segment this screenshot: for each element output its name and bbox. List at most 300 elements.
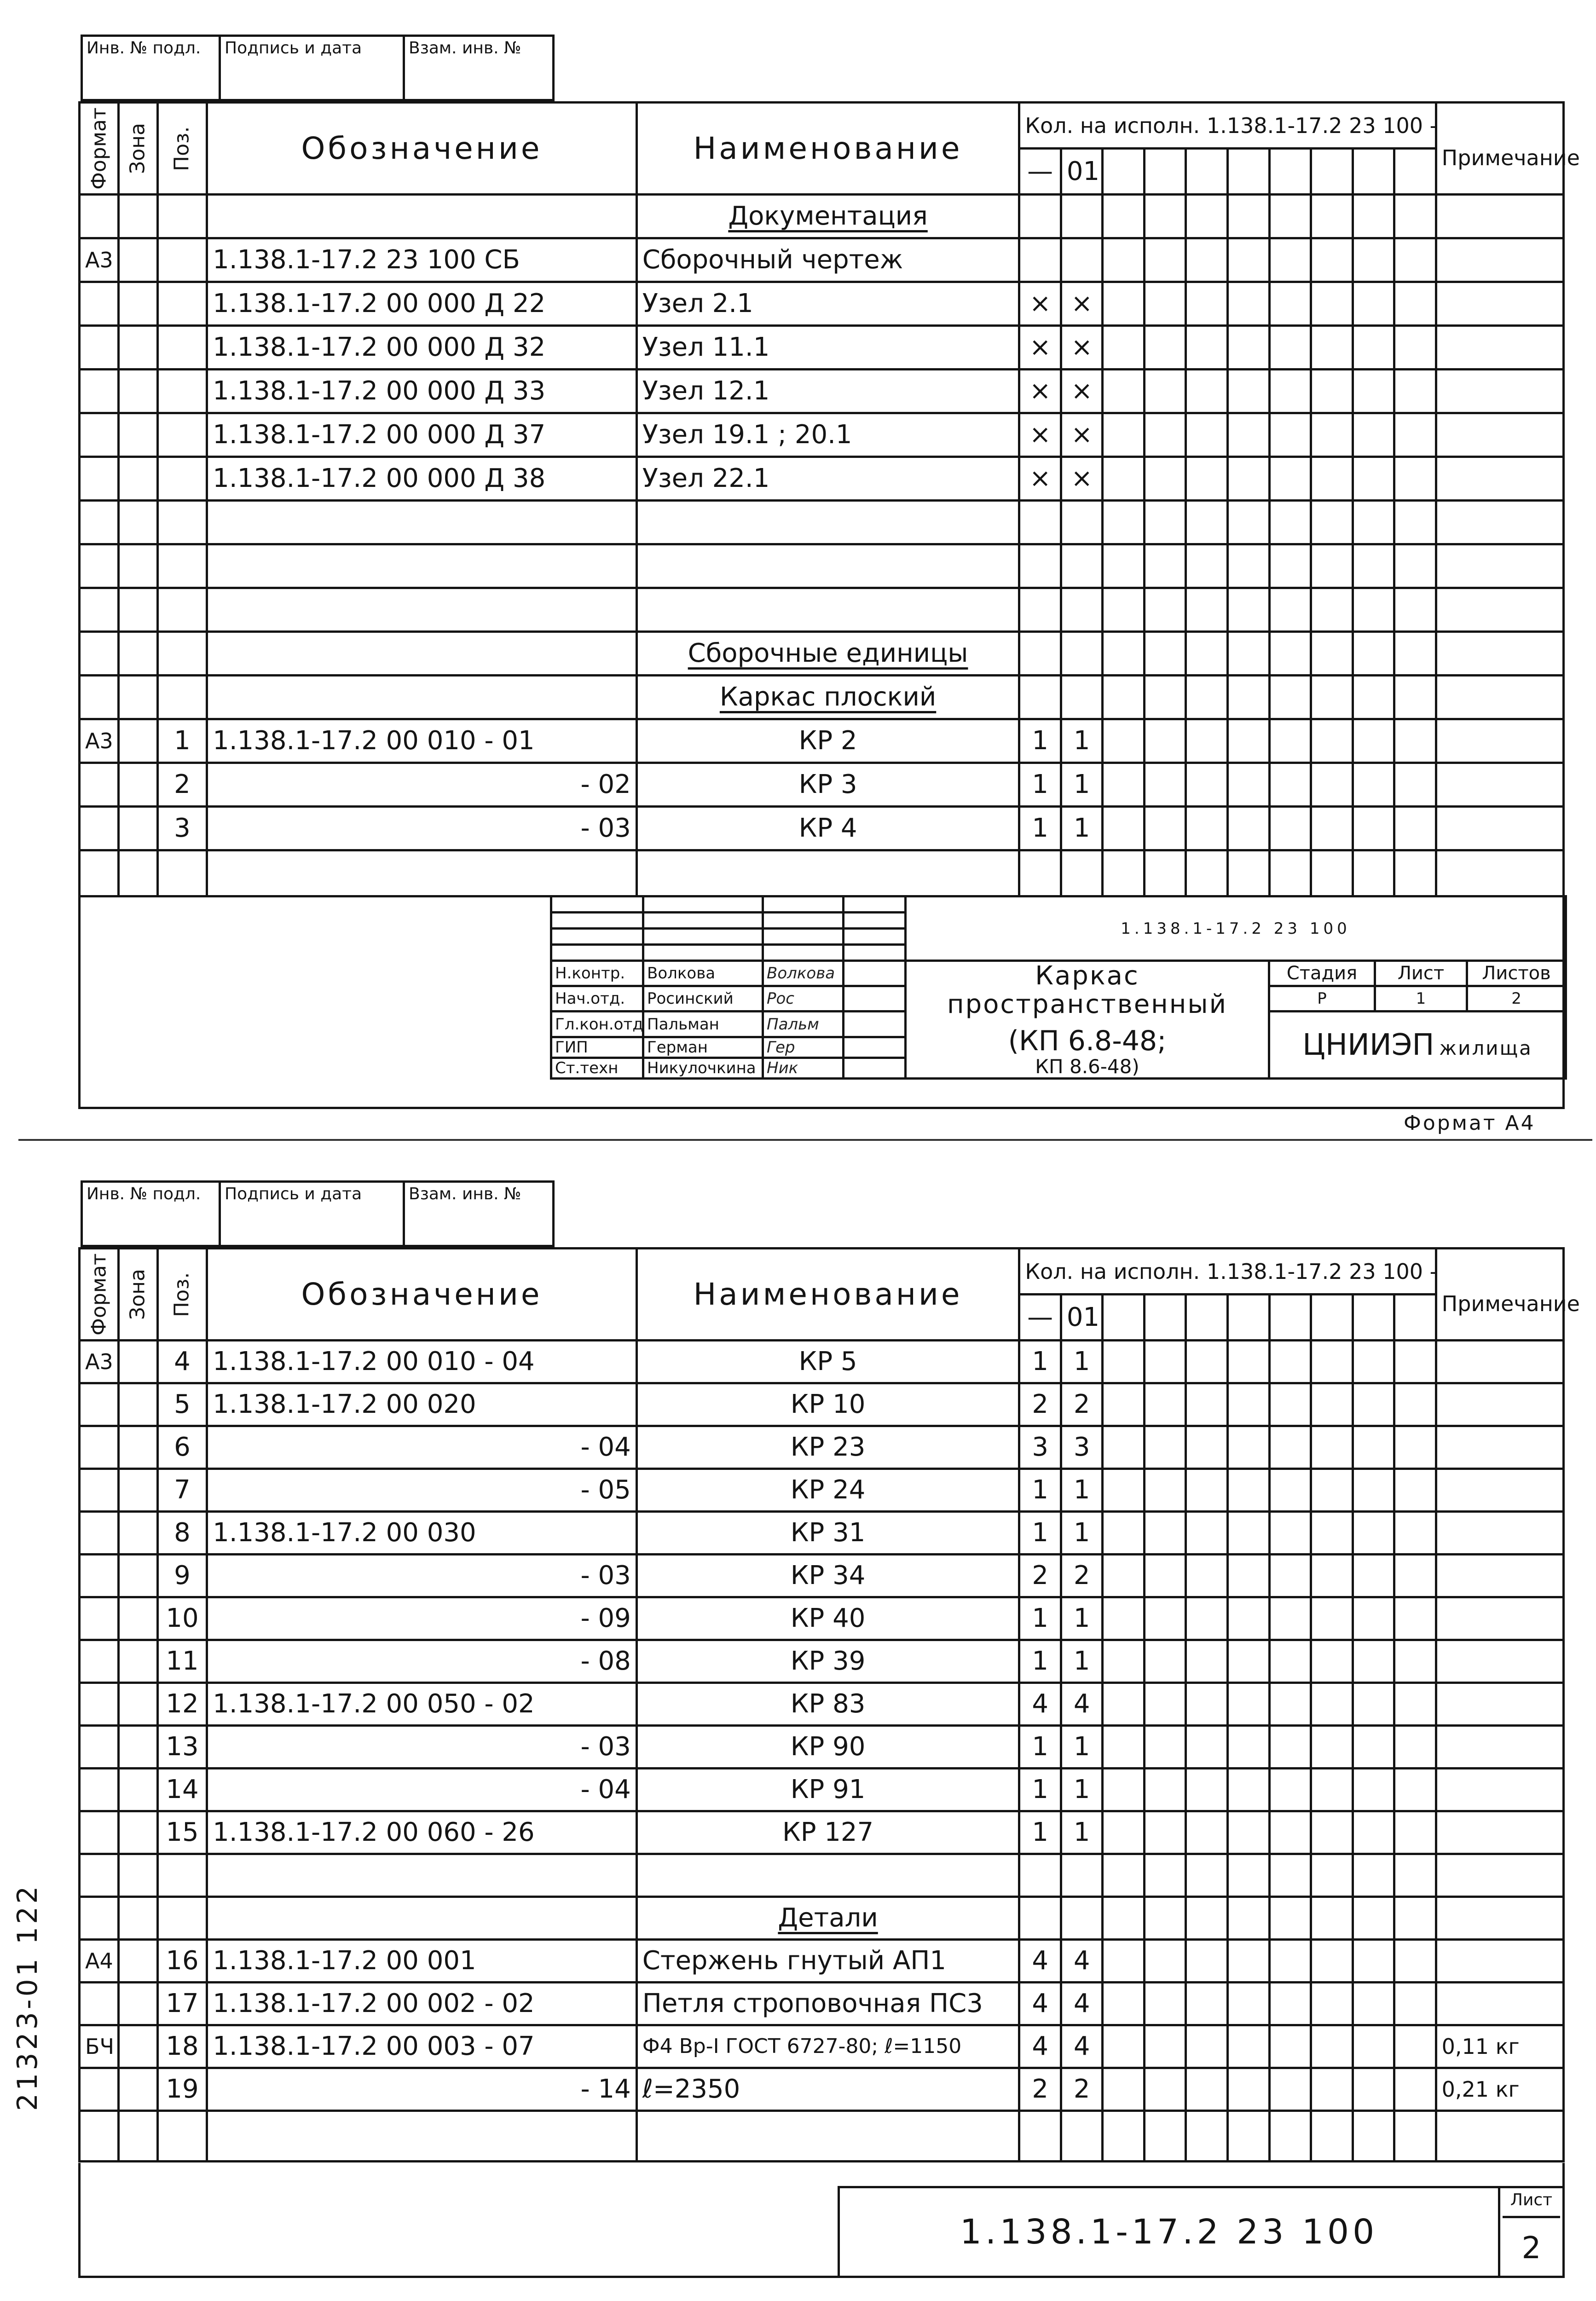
cell-zone <box>118 282 157 326</box>
cell-qty-dash: 1 <box>1019 1769 1061 1811</box>
cell-note <box>1436 1683 1563 1726</box>
cell-format <box>80 413 119 457</box>
cell-zone <box>118 1940 157 1983</box>
cell-zone <box>118 370 157 413</box>
role-row <box>551 961 1566 986</box>
hdr2-qty-01: 01 <box>1061 1295 1103 1341</box>
hdr2-zone: Зона <box>118 1249 157 1341</box>
spec-table-1 <box>78 101 1580 897</box>
cell-name: КР 10 <box>636 1383 1019 1426</box>
cell-designation: 1.138.1-17.2 00 000 Д 37 <box>207 413 637 457</box>
cell-designation: 1.138.1-17.2 00 000 Д 22 <box>207 282 637 326</box>
cell-qty-01: 1 <box>1061 719 1103 763</box>
cell-format <box>80 544 119 588</box>
role-signature: Пальм <box>763 1012 844 1037</box>
cell-qty-01: 2 <box>1061 1555 1103 1597</box>
cell-qty-dash: × <box>1019 282 1061 326</box>
spec-body-2 <box>80 1341 1564 2111</box>
cell-qty-01 <box>1061 1854 1103 1897</box>
table-row <box>80 457 1564 501</box>
hdr-qty: Кол. на исполн. 1.138.1-17.2 23 100 - <box>1019 103 1436 149</box>
frame-bottom-1 <box>78 1107 1565 1109</box>
cell-designation: 1.138.1-17.2 00 000 Д 38 <box>207 457 637 501</box>
org-name: ЦНИИЭП <box>1302 1028 1434 1062</box>
role-date <box>844 1012 906 1037</box>
cell-designation: 1.138.1-17.2 00 010 - 01 <box>207 719 637 763</box>
cell-designation: 1.138.1-17.2 00 000 Д 33 <box>207 370 637 413</box>
cell-note <box>1436 1597 1563 1640</box>
hdr-pos: Поз. <box>157 103 207 195</box>
cell-name: Узел 2.1 <box>636 282 1019 326</box>
hdr-format: Формат <box>80 103 119 195</box>
role-name: Герман <box>643 1037 763 1058</box>
cell-qty-01: 4 <box>1061 1683 1103 1726</box>
cell-designation <box>207 544 637 588</box>
cell-designation <box>207 195 637 238</box>
role-label: Нач.отд. <box>551 986 643 1012</box>
cell-qty-01: 2 <box>1061 1383 1103 1426</box>
role-date <box>844 986 906 1012</box>
role-signature: Ник <box>763 1058 844 1079</box>
table-row <box>80 1597 1564 1640</box>
spec-table-2 <box>78 1247 1580 2162</box>
title-text-cell <box>906 961 1269 1079</box>
cell-zone <box>118 413 157 457</box>
cell-pos: 18 <box>157 2025 207 2068</box>
cell-qty-dash <box>1019 501 1061 544</box>
cell-qty-01: 1 <box>1061 1597 1103 1640</box>
cell-qty-dash: 2 <box>1019 2068 1061 2111</box>
cell-designation <box>207 501 637 544</box>
table-row <box>80 632 1564 676</box>
cell-zone <box>118 238 157 282</box>
table-row <box>80 1983 1564 2025</box>
cell-format <box>80 1769 119 1811</box>
cell-note <box>1436 326 1563 370</box>
hdr-qty-01: 01 <box>1061 149 1103 195</box>
cell-designation: - 05 <box>207 1469 637 1512</box>
cell-pos: 19 <box>157 2068 207 2111</box>
footer-doc-number: 1.138.1-17.2 23 100 <box>960 2212 1378 2252</box>
table-row <box>80 676 1564 719</box>
cell-note <box>1436 632 1563 676</box>
cell-designation: - 04 <box>207 1426 637 1469</box>
cell-name: КР 127 <box>636 1811 1019 1854</box>
table-row <box>80 1811 1564 1854</box>
role-signature: Рос <box>763 986 844 1012</box>
cell-pos <box>157 457 207 501</box>
footer-stamp <box>838 2186 1565 2278</box>
cell-qty-dash <box>1019 1897 1061 1940</box>
cell-name: Узел 22.1 <box>636 457 1019 501</box>
cell-zone <box>118 1469 157 1512</box>
cell-pos: 10 <box>157 1597 207 1640</box>
cell-designation: 1.138.1-17.2 00 000 Д 32 <box>207 326 637 370</box>
cell-qty-01: 1 <box>1061 1341 1103 1383</box>
cell-qty-dash: 4 <box>1019 1683 1061 1726</box>
cell-designation: 1.138.1-17.2 23 100 СБ <box>207 238 637 282</box>
cell-format <box>80 1512 119 1555</box>
hdr2-qty: Кол. на исполн. 1.138.1-17.2 23 100 - <box>1019 1249 1436 1295</box>
table-row <box>80 1555 1564 1597</box>
table-row <box>80 1940 1564 1983</box>
cell-note <box>1436 457 1563 501</box>
cell-qty-dash: 1 <box>1019 763 1061 807</box>
cell-note <box>1436 1769 1563 1811</box>
title-line-1: Каркас пространственный <box>947 961 1227 1019</box>
cell-format <box>80 763 119 807</box>
cell-zone <box>118 1811 157 1854</box>
cell-name: Узел 19.1 ; 20.1 <box>636 413 1019 457</box>
cell-qty-01: 4 <box>1061 1940 1103 1983</box>
cell-designation: 1.138.1-17.2 00 002 - 02 <box>207 1983 637 2025</box>
cell-note <box>1436 763 1563 807</box>
cell-qty-dash <box>1019 195 1061 238</box>
role-date <box>844 1058 906 1079</box>
cell-designation: - 03 <box>207 1555 637 1597</box>
doc-number-1: 1.138.1-17.2 23 100 <box>906 896 1566 961</box>
cell-qty-dash: × <box>1019 413 1061 457</box>
role-label: Гл.кон.отд <box>551 1012 643 1037</box>
cell-note <box>1436 282 1563 326</box>
hdr2-pos: Поз. <box>157 1249 207 1341</box>
cell-qty-dash <box>1019 238 1061 282</box>
table-row <box>80 1383 1564 1426</box>
cell-format <box>80 1383 119 1426</box>
cell-format <box>80 632 119 676</box>
hdr2-designation: Обозначение <box>207 1249 637 1341</box>
cell-pos <box>157 413 207 457</box>
table-row <box>80 282 1564 326</box>
cell-qty-dash: × <box>1019 326 1061 370</box>
cell-name: КР 91 <box>636 1769 1019 1811</box>
hdr-qty-dash: — <box>1019 149 1061 195</box>
cell-pos: 17 <box>157 1983 207 2025</box>
sheet-value: 1 <box>1375 986 1467 1012</box>
table-row <box>80 1854 1564 1897</box>
cell-name: КР 83 <box>636 1683 1019 1726</box>
cell-zone <box>118 326 157 370</box>
cell-pos <box>157 676 207 719</box>
cell-zone <box>118 1726 157 1769</box>
role-signature: Волкова <box>763 961 844 986</box>
cell-name: КР 40 <box>636 1597 1019 1640</box>
cell-zone <box>118 1769 157 1811</box>
cell-pos <box>157 1897 207 1940</box>
cell-format <box>80 676 119 719</box>
cell-pos <box>157 501 207 544</box>
cell-qty-01: 4 <box>1061 1983 1103 2025</box>
cell-note <box>1436 1811 1563 1854</box>
cell-qty-01: × <box>1061 326 1103 370</box>
cell-zone <box>118 501 157 544</box>
cell-format <box>80 282 119 326</box>
cell-format: БЧ <box>80 2025 119 2068</box>
table-row <box>80 2068 1564 2111</box>
cell-note <box>1436 588 1563 632</box>
cell-name: Узел 11.1 <box>636 326 1019 370</box>
cell-note <box>1436 501 1563 544</box>
cell-note <box>1436 676 1563 719</box>
cell-note <box>1436 1940 1563 1983</box>
cell-pos: 12 <box>157 1683 207 1726</box>
role-label: ГИП <box>551 1037 643 1058</box>
format-label: Формат А4 <box>1404 1111 1536 1135</box>
cell-qty-dash <box>1019 588 1061 632</box>
cell-pos: 5 <box>157 1383 207 1426</box>
hdr2-qty-dash: — <box>1019 1295 1061 1341</box>
cell-zone <box>118 1640 157 1683</box>
table-row <box>80 1769 1564 1811</box>
role-label: Н.контр. <box>551 961 643 986</box>
cell-note <box>1436 1426 1563 1469</box>
cell-zone <box>118 588 157 632</box>
cell-format <box>80 501 119 544</box>
role-name: Пальман <box>643 1012 763 1037</box>
role-date <box>844 961 906 986</box>
cell-note <box>1436 1983 1563 2025</box>
cell-note: 0,11 кг <box>1436 2025 1563 2068</box>
cell-qty-01 <box>1061 238 1103 282</box>
top-stamp-1 <box>81 35 555 101</box>
hdr2-format: Формат <box>80 1249 119 1341</box>
table-row <box>80 588 1564 632</box>
cell-name: Ф4 Вр-I ГОСТ 6727-80; ℓ=1150 <box>636 2025 1019 2068</box>
cell-format <box>80 1683 119 1726</box>
cell-name: ℓ=2350 <box>636 2068 1019 2111</box>
title-line-2: (КП 6.8-48; <box>1008 1025 1167 1058</box>
cell-name: Сборочный чертеж <box>636 238 1019 282</box>
cell-note <box>1436 1341 1563 1383</box>
title-block-1 <box>550 895 1567 1080</box>
cell-qty-dash <box>1019 1854 1061 1897</box>
sheets-label: Листов <box>1467 961 1566 986</box>
cell-qty-01: 3 <box>1061 1426 1103 1469</box>
cell-designation: 1.138.1-17.2 00 020 <box>207 1383 637 1426</box>
cell-note <box>1436 1640 1563 1683</box>
cell-qty-dash: 4 <box>1019 2025 1061 2068</box>
cell-qty-01 <box>1061 1897 1103 1940</box>
cell-qty-dash: 1 <box>1019 1469 1061 1512</box>
title-line-3: КП 8.6-48) <box>1035 1055 1139 1078</box>
stage-label: Стадия <box>1269 961 1375 986</box>
cell-name: Детали <box>636 1897 1019 1940</box>
cell-pos: 11 <box>157 1640 207 1683</box>
cell-name: КР 31 <box>636 1512 1019 1555</box>
cell-format <box>80 1811 119 1854</box>
cell-zone <box>118 1426 157 1469</box>
cell-pos <box>157 370 207 413</box>
cell-name: КР 3 <box>636 763 1019 807</box>
cell-format <box>80 1469 119 1512</box>
cell-pos: 1 <box>157 719 207 763</box>
cell-designation: - 03 <box>207 1726 637 1769</box>
cell-zone <box>118 1512 157 1555</box>
cell-name: КР 23 <box>636 1426 1019 1469</box>
cell-designation: - 09 <box>207 1597 637 1640</box>
cell-zone <box>118 763 157 807</box>
inv-label: Инв. № подл. <box>83 37 221 99</box>
hdr-note: Примечание <box>1436 103 1563 195</box>
cell-format <box>80 1426 119 1469</box>
cell-qty-dash: × <box>1019 457 1061 501</box>
cell-note <box>1436 1854 1563 1897</box>
table-row <box>80 413 1564 457</box>
cell-designation <box>207 1854 637 1897</box>
cell-format <box>80 1555 119 1597</box>
sign-date-label: Подпись и дата <box>221 37 405 99</box>
table-row <box>80 544 1564 588</box>
cell-pos <box>157 544 207 588</box>
table-row <box>80 1512 1564 1555</box>
cell-designation <box>207 588 637 632</box>
org-cell <box>1269 1012 1566 1079</box>
cell-zone <box>118 2025 157 2068</box>
cell-zone <box>118 719 157 763</box>
cell-qty-01: 1 <box>1061 1512 1103 1555</box>
cell-note <box>1436 238 1563 282</box>
top-stamp-2 <box>81 1180 555 1247</box>
role-signature: Гер <box>763 1037 844 1058</box>
table-row <box>80 1683 1564 1726</box>
cell-format <box>80 588 119 632</box>
cell-note <box>1436 719 1563 763</box>
cell-qty-dash: 1 <box>1019 1640 1061 1683</box>
cell-designation <box>207 676 637 719</box>
cell-qty-01: 1 <box>1061 1640 1103 1683</box>
cell-note <box>1436 1469 1563 1512</box>
cell-zone <box>118 195 157 238</box>
cell-pos: 4 <box>157 1341 207 1383</box>
cell-designation: 1.138.1-17.2 00 010 - 04 <box>207 1341 637 1383</box>
cell-qty-01 <box>1061 676 1103 719</box>
cell-qty-dash: 1 <box>1019 1597 1061 1640</box>
cell-note <box>1436 370 1563 413</box>
cell-pos <box>157 326 207 370</box>
cell-qty-01: 1 <box>1061 1811 1103 1854</box>
cell-qty-01: × <box>1061 413 1103 457</box>
sheets-value: 2 <box>1467 986 1566 1012</box>
cell-zone <box>118 1597 157 1640</box>
cell-zone <box>118 676 157 719</box>
cell-pos: 3 <box>157 807 207 850</box>
cell-name: Стержень гнутый АП1 <box>636 1940 1019 1983</box>
cell-pos: 15 <box>157 1811 207 1854</box>
cell-qty-01: 2 <box>1061 2068 1103 2111</box>
cell-qty-dash: × <box>1019 370 1061 413</box>
cell-zone <box>118 1341 157 1383</box>
cell-qty-01: 1 <box>1061 1726 1103 1769</box>
cell-pos: 9 <box>157 1555 207 1597</box>
table-row <box>80 370 1564 413</box>
cell-zone <box>118 1983 157 2025</box>
cell-format <box>80 1897 119 1940</box>
role-date <box>844 1037 906 1058</box>
cell-zone <box>118 2068 157 2111</box>
hdr-zone: Зона <box>118 103 157 195</box>
cell-qty-01 <box>1061 501 1103 544</box>
cell-qty-01 <box>1061 195 1103 238</box>
cell-name <box>636 1854 1019 1897</box>
cell-pos: 8 <box>157 1512 207 1555</box>
cell-qty-01: 1 <box>1061 763 1103 807</box>
cell-name: Каркас плоский <box>636 676 1019 719</box>
cell-format <box>80 195 119 238</box>
table-row <box>80 763 1564 807</box>
cell-format: А4 <box>80 1940 119 1983</box>
cell-qty-01: × <box>1061 282 1103 326</box>
cell-qty-01 <box>1061 588 1103 632</box>
cell-designation: 1.138.1-17.2 00 001 <box>207 1940 637 1983</box>
cell-qty-dash: 1 <box>1019 1811 1061 1854</box>
cell-note <box>1436 195 1563 238</box>
cell-note <box>1436 1897 1563 1940</box>
cell-qty-dash: 1 <box>1019 719 1061 763</box>
cell-name: КР 24 <box>636 1469 1019 1512</box>
table-row <box>80 1426 1564 1469</box>
hdr2-name: Наименование <box>636 1249 1019 1341</box>
cell-designation: 1.138.1-17.2 00 050 - 02 <box>207 1683 637 1726</box>
cell-format <box>80 1597 119 1640</box>
cell-pos <box>157 1854 207 1897</box>
cell-name <box>636 588 1019 632</box>
cell-qty-dash: 2 <box>1019 1555 1061 1597</box>
hdr-name: Наименование <box>636 103 1019 195</box>
cell-name: КР 4 <box>636 807 1019 850</box>
cell-name: КР 39 <box>636 1640 1019 1683</box>
cell-name: КР 5 <box>636 1341 1019 1383</box>
cell-designation <box>207 632 637 676</box>
cell-pos: 7 <box>157 1469 207 1512</box>
cell-designation: 1.138.1-17.2 00 030 <box>207 1512 637 1555</box>
cell-pos: 6 <box>157 1426 207 1469</box>
footer-sheet-number: 2 <box>1521 2230 1541 2266</box>
role-name: Росинский <box>643 986 763 1012</box>
cell-designation: 1.138.1-17.2 00 060 - 26 <box>207 1811 637 1854</box>
cell-zone <box>118 1897 157 1940</box>
cell-name <box>636 544 1019 588</box>
cell-pos: 13 <box>157 1726 207 1769</box>
table-row <box>80 195 1564 238</box>
role-name: Волкова <box>643 961 763 986</box>
cell-name: КР 34 <box>636 1555 1019 1597</box>
side-archive-code: 21323-01 122 <box>12 1883 44 2111</box>
cell-note <box>1436 1726 1563 1769</box>
cell-zone <box>118 1383 157 1426</box>
cell-pos <box>157 588 207 632</box>
cell-qty-dash: 2 <box>1019 1383 1061 1426</box>
cell-format: А3 <box>80 1341 119 1383</box>
replace-inv-label: Взам. инв. № <box>409 39 521 58</box>
org-suffix: жилища <box>1439 1036 1532 1059</box>
cell-designation: - 08 <box>207 1640 637 1683</box>
cell-pos <box>157 282 207 326</box>
cell-designation: 1.138.1-17.2 00 003 - 07 <box>207 2025 637 2068</box>
cell-name: Документация <box>636 195 1019 238</box>
cell-name: Узел 12.1 <box>636 370 1019 413</box>
cell-note <box>1436 1512 1563 1555</box>
cell-designation: - 04 <box>207 1769 637 1811</box>
cell-pos <box>157 632 207 676</box>
cell-zone <box>118 457 157 501</box>
cell-format <box>80 370 119 413</box>
cell-qty-dash <box>1019 676 1061 719</box>
cell-designation: - 02 <box>207 763 637 807</box>
cell-zone <box>118 1854 157 1897</box>
cell-name: Сборочные единицы <box>636 632 1019 676</box>
frame-left-1 <box>78 842 81 1109</box>
cell-qty-dash <box>1019 544 1061 588</box>
